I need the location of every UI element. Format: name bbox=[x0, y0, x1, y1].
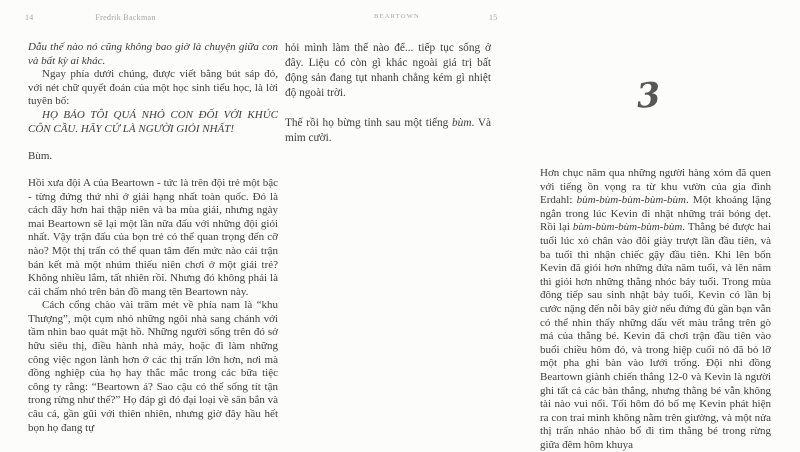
segment: . Thằng bé được hai tuổi lúc xỏ chân vào đôi giày trượt lần đầu tiên, và ba tuổi thì nhận chiếc gậy đầu tiên. Khi lên bốn Kevin đã giỏi hơn những đứa năm tuổi, và lên năm thì giỏi hơn những thằng nhóc bảy tuổi. Trong mùa đông tiếp sau sinh nhật bảy tuổi, Kevin có lần bị cước nặng đến nỗi bây giờ nếu đứng đủ gần bạn vẫn có thể nhìn thấy những dấu vết màu trắng trên gò má của thằng bé. Kevin đã chơi trận đầu tiên vào buổi chiều hôm đó, và trong hiệp cuối nó đã bỏ lỡ một pha ghi bàn vào lưới trống. Đội nhi đồng Beartown giành chiến thắng 12-0 và Kevin là người ghi tất cả các bàn thắng, nhưng thằng bé vẫn không tài nào vui nổi. Tối hôm đó bố mẹ Kevin phát hiện ra con trai mình không nằm trên giường, và một nửa thị trấn nháo nhào bổ đi tìm thằng bé trong rừng giữa đêm hôm khuya bbox=[540, 221, 771, 451]
running-head-title: BEARTOWN bbox=[374, 13, 420, 20]
paragraph-bum: Bùm. bbox=[28, 149, 53, 162]
paragraph: Hồi xưa đội A của Beartown - tức là trên đội trẻ một bậc - từng đứng thứ nhì ở giải hạng nhất toàn quốc. Đó là cách đây hơn hai thập niên và ba mùa giải, nhưng ngày mai Beartown sẽ lại một lần nữa đấu với những đội giỏi nhất. Vậy trận đấu của bọn trẻ có thể quan trọng đến cỡ nào? Một thị trấn có thể quan tâm đến mức nào cái trận bán kết mà một nhúm thiếu niên chơi ở một giải trẻ? Không nhiều lắm, tất nhiên rồi. Nhưng đó không phải là cái chấm nhỏ trên bản đồ mang tên Beartown này. bbox=[28, 176, 278, 298]
paragraph: Ngay phía dưới chúng, được viết bằng bút sáp đỏ, với nét chữ quyết đoán của một học sinh tiểu học, là lời tuyên bố: bbox=[28, 68, 278, 108]
page-number-left: 14 bbox=[25, 13, 34, 22]
paragraph-handwritten-note: Dẫu thế nào nó cũng không bao giờ là chuyện giữa con và bất kỳ ai khác. bbox=[28, 41, 278, 67]
segment: . Một khoảng lặng ngắn trong lúc Kevin đi nhặt những trái bóng dẹt. Rồi lại bbox=[540, 194, 771, 234]
running-head-author: Fredrik Backman bbox=[95, 13, 156, 22]
page-15-text-column bbox=[285, 41, 491, 146]
paragraph: Cách cổng chào vài trăm mét về phía nam là “khu Thượng”, một cụm nhỏ những ngôi nhà sang chảnh với tầm nhìn bao quát mặt hồ. Những người sống trên đó sở hữu siêu thị, điều hành nhà máy, hoặc đi làm những công việc ngon lành hơn ở các thị trấn lớn hơn, nơi mà đồng nghiệp của họ hay thắc mắc trong các bữa tiệc công ty rằng: “Beartown á? Sao cậu có thể sống tít tận trong rừng như thế?” Họ đáp gì đó đại loại về săn bắn và câu cá, gần gũi với thiên nhiên, nhưng giờ đây hầu hết bọn họ đang tự bbox=[28, 299, 278, 434]
closing-text-post: . Và mỉm cười. bbox=[285, 117, 491, 144]
page-14-text-column bbox=[28, 41, 278, 435]
segment: Hơn chục năm qua những người hàng xóm đã quen với tiếng ồn vọng ra từ khu vườn của gia đình Erdahl: bbox=[540, 167, 771, 207]
paragraph-crayon-declaration: HỌ BẢO TÔI QUÁ NHỎ CON ĐỐI VỚI KHÚC CÔN CẦU. HÃY CỨ LÀ NGƯỜI GIỎI NHẤT! bbox=[28, 108, 278, 135]
chapter-3-opening-column bbox=[540, 76, 771, 452]
closing-text-italic-bum: bùm bbox=[452, 117, 472, 129]
page-number-right: 15 bbox=[489, 13, 498, 22]
paragraph-chapter-closing bbox=[285, 116, 491, 146]
segment-italic-bum: bùm-bùm-bùm-bùm-bùm bbox=[572, 221, 683, 234]
paragraph: hỏi mình làm thế nào để... tiếp tục sống ở đây. Liệu có còn gì khác ngoài giá trị bất động sản đang tụt nhanh chẳng kém gì nhiệt độ ngoài trời. bbox=[285, 42, 491, 99]
chapter-number: 3 bbox=[635, 75, 662, 117]
paragraph bbox=[540, 167, 771, 452]
segment-italic-bum: bùm-bùm-bùm-bùm-bùm bbox=[576, 194, 686, 207]
closing-text-pre: Thế rồi họ bừng tỉnh sau một tiếng bbox=[285, 117, 453, 129]
